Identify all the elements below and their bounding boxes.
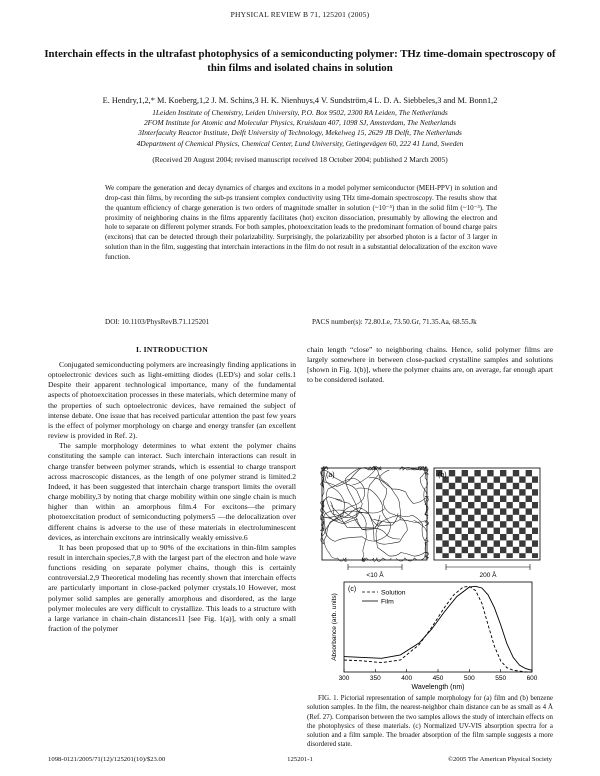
solution-cell xyxy=(532,553,538,558)
solution-cell xyxy=(500,534,506,540)
affiliation-4: 4Department of Chemical Physics, Chemical Center, Lund University, Getingevägen 60, 222 41 Lund, Sweden xyxy=(136,139,464,148)
solution-cell xyxy=(506,540,512,546)
paragraph: Conjugated semiconducting polymers are increasingly finding applications in optoelectronic devices such as light-emitting diodes (LED's) and solar cells.1 Despite their apparent technological importance, many of the fundamental aspects of photoexcitation processes in these materials, which determine many of the properties of such optoelectronic devices, have remained the subject of intense debate. One issue that has received particular attention the past few years is the effect of polymer morphology on charge and energy transfer (an excellent review is provided in Ref. 2). xyxy=(48,360,296,441)
solution-cell xyxy=(487,508,493,514)
pacs-numbers: PACS number(s): 72.80.Le, 73.50.Gr, 71.35.Aa, 68.55.Jk xyxy=(312,318,477,326)
chart-series xyxy=(344,586,532,672)
x-tick-label: 500 xyxy=(463,675,475,682)
solution-cell xyxy=(487,496,493,502)
solution-cell xyxy=(519,540,525,546)
panel-a-frame xyxy=(322,468,427,560)
solution-cell xyxy=(442,515,448,521)
solution-cell xyxy=(481,540,487,546)
solution-cell xyxy=(442,540,448,546)
solution-cell xyxy=(462,521,468,527)
solution-cell xyxy=(487,483,493,489)
solution-cell xyxy=(442,502,448,508)
x-tick-label: 300 xyxy=(338,675,350,682)
solution-cell xyxy=(449,508,455,514)
paragraph: chain length “close” to neighboring chains. Hence, solid polymer films are largely somewhere in between close-packed crystalline samples and solutions [shown in Fig. 1(b)], where the polymer chains are, on average, far enough apart to be considered isolated. xyxy=(307,345,553,385)
x-tick-label: 550 xyxy=(495,675,507,682)
solution-cell xyxy=(513,496,519,502)
solution-cell xyxy=(500,496,506,502)
solution-cell xyxy=(519,476,525,482)
solution-cell xyxy=(487,534,493,540)
solution-cell xyxy=(526,547,532,553)
solution-cell xyxy=(487,470,493,476)
solution-cell xyxy=(449,534,455,540)
solution-cell xyxy=(474,521,480,527)
scale-label-b: 200 Å xyxy=(479,572,497,579)
solution-cell xyxy=(462,534,468,540)
solution-cell xyxy=(481,553,487,558)
solution-cell xyxy=(506,502,512,508)
solution-cell xyxy=(513,508,519,514)
solution-cell xyxy=(468,515,474,521)
affiliation-1: 1Leiden Institute of Chemistry, Leiden University, P.O. Box 9502, 2300 RA Leiden, The Netherlands xyxy=(152,108,448,117)
series-line-film xyxy=(344,586,532,670)
solution-cell xyxy=(500,521,506,527)
solution-cell xyxy=(494,502,500,508)
solution-cell xyxy=(494,476,500,482)
solution-cell xyxy=(481,515,487,521)
solution-cell xyxy=(519,553,525,558)
panel-a-label: (a) xyxy=(326,472,335,479)
solution-cell xyxy=(513,483,519,489)
figure-1 xyxy=(318,466,544,691)
solution-cell xyxy=(462,496,468,502)
x-axis-label: Wavelength (nm) xyxy=(411,684,465,691)
solution-cell xyxy=(526,483,532,489)
solution-cell xyxy=(442,528,448,534)
solution-cell xyxy=(532,502,538,508)
solution-cell xyxy=(532,528,538,534)
solution-cell xyxy=(468,489,474,495)
solution-cell xyxy=(500,547,506,553)
abstract: We compare the generation and decay dynamics of charges and excitons in a model polymer semiconductor (MEH-PPV) in solution and drop-cast thin films, by recording the sub-ps transient complex conductivity using THz time-domain spectroscopy. The results show that the quantum efficiency of charge generation is two orders of magnitude smaller in solution (~10⁻⁵) than in the solid film (~10⁻³). The proximity of neighboring chains in the films apparently facilitates (hot) exciton dissociation, presumably by allowing the electron and hole to separate on different polymer strands. For both samples, photoexcitation leads to the predominant formation of bound charge pairs (excitons) that can be detected through their polarizability. Surprisingly, the polarizability per absorbed photon is a factor of 3 larger in solution than in the film, suggesting that interchain interactions in the film do not result in a substantial delocalization of the exciton wave function. xyxy=(105,184,497,261)
solution-cell xyxy=(500,483,506,489)
solution-cell xyxy=(526,521,532,527)
solution-cell xyxy=(500,508,506,514)
solution-cell xyxy=(474,534,480,540)
legend-label-film: Film xyxy=(381,598,394,606)
solution-cell xyxy=(449,496,455,502)
solution-cell xyxy=(455,528,461,534)
journal-header: PHYSICAL REVIEW B 71, 125201 (2005) xyxy=(230,10,370,19)
solution-cell xyxy=(455,540,461,546)
solution-cell xyxy=(506,528,512,534)
solution-cell xyxy=(468,502,474,508)
solution-cell xyxy=(494,515,500,521)
solution-cell xyxy=(532,515,538,521)
solution-cell xyxy=(481,476,487,482)
solution-cell xyxy=(500,470,506,476)
solution-cell xyxy=(481,528,487,534)
solution-cell xyxy=(526,470,532,476)
solution-cell xyxy=(449,521,455,527)
affiliation-2: 2FOM Institute for Atomic and Molecular Physics, Kruislaan 407, 1098 SJ, Amsterdam, The Netherlands xyxy=(143,118,457,127)
solution-cell xyxy=(436,521,442,527)
solution-cell xyxy=(468,553,474,558)
solution-cell xyxy=(506,515,512,521)
affiliation-3: 3Interfaculty Reactor Institute, Delft University of Technology, Mekelweg 15, 2629 JB Delft, The Netherlands xyxy=(138,128,462,137)
solution-cell xyxy=(532,540,538,546)
solution-cell xyxy=(468,528,474,534)
solution-cell xyxy=(513,470,519,476)
x-tick-label: 450 xyxy=(432,675,444,682)
absorption-chart xyxy=(331,582,538,691)
solution-cell xyxy=(462,508,468,514)
solution-cell xyxy=(468,540,474,546)
author-list: E. Hendry,1,2,* M. Koeberg,1,2 J. M. Schins,3 H. K. Nienhuys,4 V. Sundström,4 L. D. A. Siebbeles,3 and M. Bonn1,2 xyxy=(102,96,498,105)
solution-cell xyxy=(526,534,532,540)
solution-cell xyxy=(487,547,493,553)
left-column xyxy=(48,360,296,634)
solution-cell xyxy=(455,515,461,521)
solution-cell xyxy=(462,483,468,489)
solution-cell xyxy=(494,489,500,495)
paragraph: It has been proposed that up to 90% of the excitations in thin-film samples result in interchain species,7,8 with the largest part of the electron and hole wave functions residing on separate polymer chains, though this is certainly controversial.2,9 Theoretical modeling has recently shown that interchain effects are particularly important in close-packed polymer crystals.10 However, most polymer solid samples are generally amorphous and disordered, as the large polymer molecules are very difficult to crystallize. This leads to a structure with a large variance in chain-chain distances11 [see Fig. 1(a)], with only a small fraction of the polymer xyxy=(48,542,296,634)
solution-cell xyxy=(462,470,468,476)
x-tick-label: 350 xyxy=(369,675,381,682)
figure-caption: FIG. 1. Pictorial representation of sample morphology for (a) film and (b) benzene solution samples. In the film, the nearest-neighbor chain distance can be as small as 4 Å (Ref. 27). Comparison between the two samples allows the study of interchain effects on the photophysics of these materials. (c) Normalized UV-VIS absorption spectra for a solution and a film sample. The broader absorption of the film sample suggests a more disordered state. xyxy=(307,695,553,749)
solution-cell xyxy=(481,502,487,508)
panel-c-label: (c) xyxy=(348,586,357,593)
solution-cell xyxy=(506,489,512,495)
right-column xyxy=(307,345,553,386)
solution-cell xyxy=(494,528,500,534)
panel-b-label: (b) xyxy=(438,472,447,479)
solution-cell xyxy=(532,476,538,482)
solution-cell xyxy=(436,547,442,553)
solution-cell xyxy=(442,489,448,495)
solution-cell xyxy=(436,496,442,502)
section-heading: I. INTRODUCTION xyxy=(135,345,208,354)
x-axis-ticks xyxy=(339,669,538,682)
footer-copyright: ©2005 The American Physical Society xyxy=(447,756,552,763)
series-line-solution xyxy=(344,586,532,672)
solution-cell xyxy=(449,470,455,476)
solution-cell xyxy=(519,502,525,508)
solution-cell xyxy=(513,547,519,553)
solution-cell xyxy=(436,534,442,540)
solution-cell xyxy=(462,547,468,553)
solution-cell xyxy=(474,483,480,489)
solution-cell xyxy=(487,521,493,527)
solution-cell xyxy=(474,470,480,476)
solution-cell xyxy=(519,489,525,495)
solution-cell xyxy=(474,496,480,502)
figure-svg xyxy=(318,466,544,691)
x-tick-label: 400 xyxy=(401,675,413,682)
footer-issn: 1098-0121/2005/71(12)/125201(10)/$23.00 xyxy=(48,756,166,763)
solution-cell xyxy=(506,553,512,558)
solution-cell xyxy=(468,476,474,482)
solution-cell xyxy=(449,547,455,553)
x-tick-label: 600 xyxy=(526,675,538,682)
solution-cell xyxy=(436,483,442,489)
scale-label-a: <10 Å xyxy=(366,572,384,579)
solution-cell xyxy=(474,547,480,553)
solution-cell xyxy=(494,540,500,546)
footer-page-number: 125201-1 xyxy=(287,756,313,763)
solution-cell xyxy=(455,476,461,482)
solution-cell xyxy=(455,502,461,508)
solution-cell xyxy=(513,534,519,540)
solution-cell xyxy=(519,515,525,521)
solution-cell xyxy=(519,528,525,534)
received-dates: (Received 20 August 2004; revised manuscript received 18 October 2004; published 2 March 2005) xyxy=(152,155,448,164)
solution-cell xyxy=(513,521,519,527)
solution-cell xyxy=(442,553,448,558)
legend-label-solution: Solution xyxy=(381,589,406,597)
paragraph: The sample morphology determines to what extent the polymer chains constituting the sample can interact. Such interchain interactions can result in charge transfer between polymer strands, which is essential to charge transport across macroscopic distances, as the length of one polymer strand is limited.2 Indeed, it has been suggested that interchain charge transport limits the overall charge mobility,3 by noting that charge mobility within one single chain is much higher than within an amorphous film.4 For excitons—the primary photoexcitation product of semiconducting polymers5 —the delocalization over different chains is adverse to the use of these materials in electroluminescent devices, as interchain excitons are intrinsically weakly emissive.6 xyxy=(48,441,296,542)
solution-cell xyxy=(526,508,532,514)
solution-cell xyxy=(532,489,538,495)
solution-cell xyxy=(455,553,461,558)
solution-cell xyxy=(506,476,512,482)
solution-cell xyxy=(526,496,532,502)
solution-cell xyxy=(474,508,480,514)
solution-cell xyxy=(481,489,487,495)
solution-cell xyxy=(455,489,461,495)
solution-cell xyxy=(436,508,442,514)
chart-legend xyxy=(362,590,406,606)
chart-frame xyxy=(344,582,532,672)
paper-title: Interchain effects in the ultrafast photophysics of a semiconducting polymer: THz time-domain spectroscopy of thin films and isolated chains in solution xyxy=(44,48,556,74)
y-axis-label: Absorbance (arb. units) xyxy=(331,593,338,661)
doi[interactable]: DOI: 10.1103/PhysRevB.71.125201 xyxy=(105,318,210,326)
solution-cell xyxy=(494,553,500,558)
solution-cell xyxy=(449,483,455,489)
